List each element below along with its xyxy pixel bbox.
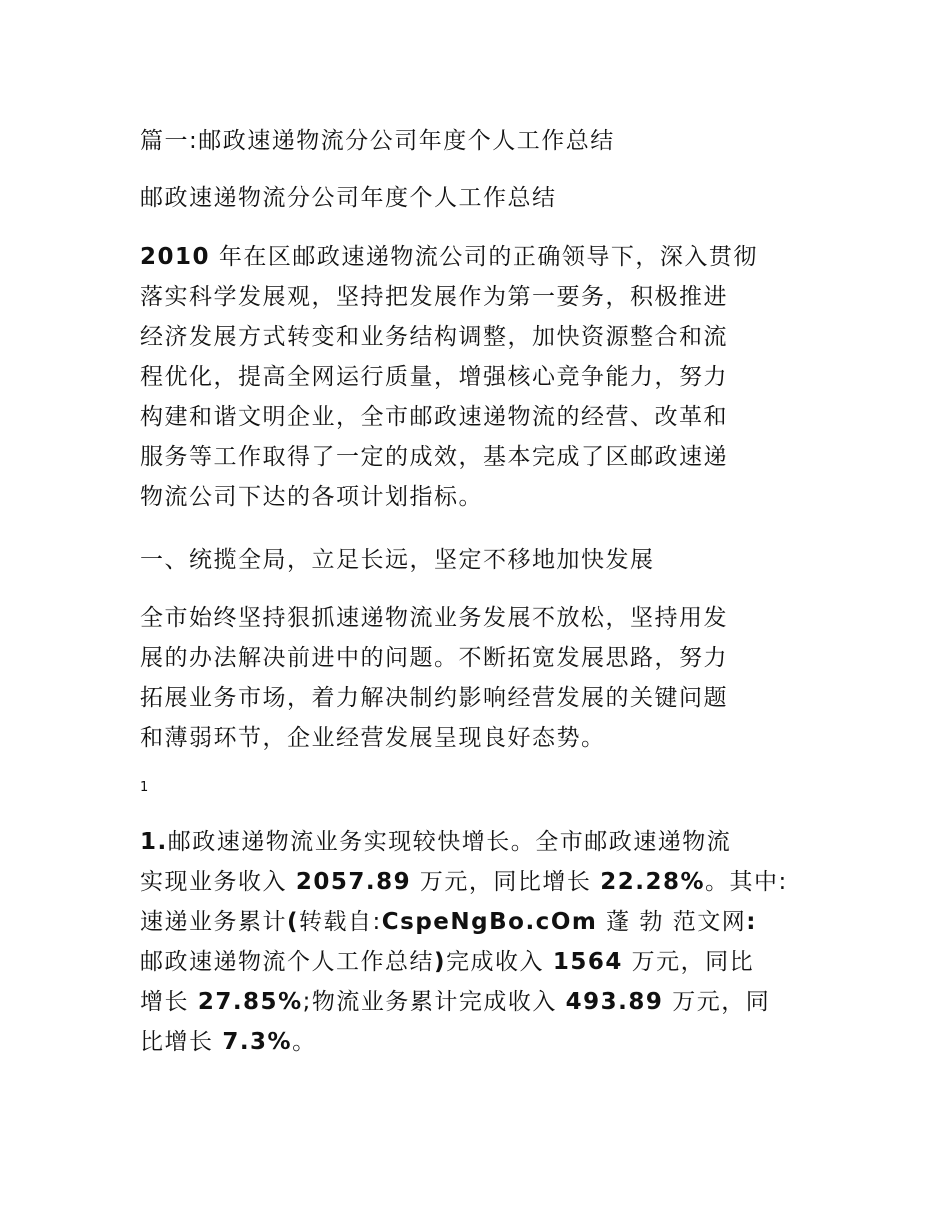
item-number: 1. — [140, 829, 168, 855]
intro-paragraph — [140, 237, 830, 517]
line-text: 速递业务累计 — [140, 909, 287, 935]
line-text: 万元，同比增长 — [411, 869, 601, 895]
paragraph-two — [140, 598, 830, 758]
line-text: 邮政速递物流业务实现较快增长。全市邮政速递物流 — [167, 829, 732, 855]
paragraph-line — [140, 902, 830, 942]
title-text: 邮政速递物流分公司年度个人工作总结 — [140, 185, 557, 211]
express-growth-value: 27.85% — [197, 989, 303, 1015]
section-heading-text: 一、统揽全局，立足长远，坚定不移地加快发展 — [140, 547, 655, 573]
paragraph-line: 构建和谐文明企业，全市邮政速递物流的经营、改革和 — [140, 404, 728, 430]
paragraph-line: 和薄弱环节，企业经营发展呈现良好态势。 — [140, 725, 606, 751]
paragraph-line — [140, 1022, 830, 1062]
paragraph-line: 展的办法解决前进中的问题。不断拓宽发展思路，努力 — [140, 645, 728, 671]
document-title — [140, 178, 830, 218]
paragraph-line: 全市始终坚持狠抓速递物流业务发展不放松，坚持用发 — [140, 605, 728, 631]
paragraph-line: 落实科学发展观，坚持把发展作为第一要务，积极推进 — [140, 284, 728, 310]
paren-open: ( — [287, 909, 300, 935]
line-text: 万元，同比 — [622, 949, 755, 975]
section-heading — [140, 540, 830, 580]
year-number: 2010 — [140, 244, 211, 270]
line-text: ;物流业务累计完成收入 — [302, 989, 566, 1015]
line-text: 转载自: — [299, 909, 382, 935]
growth-value: 22.28% — [600, 869, 705, 895]
source-site: CspeNgBo.cOm — [381, 909, 598, 935]
paren-close: ) — [434, 949, 447, 975]
logistics-revenue-value: 493.89 — [565, 989, 664, 1015]
paragraph-line — [140, 982, 830, 1022]
paragraph-line — [140, 822, 830, 862]
line-text: 增长 — [140, 989, 198, 1015]
line-text: 蓬 勃 范文网 — [597, 909, 747, 935]
logistics-growth-value: 7.3% — [222, 1029, 293, 1055]
paragraph-line — [140, 862, 830, 902]
line-text: 万元，同 — [663, 989, 771, 1015]
document-heading — [140, 121, 830, 161]
line-text: 。 — [292, 1029, 317, 1055]
line-text: 年在区邮政速递物流公司的正确领导下，深入贯彻 — [210, 244, 758, 270]
line-text: 邮政速递物流个人工作总结 — [140, 949, 434, 975]
line-text: 比增长 — [140, 1029, 223, 1055]
paragraph-line — [140, 942, 830, 982]
line-text: 完成收入 — [446, 949, 553, 975]
express-revenue-value: 1564 — [552, 949, 623, 975]
heading-text: 篇一:邮政速递物流分公司年度个人工作总结 — [140, 128, 615, 154]
paragraph-line: 经济发展方式转变和业务结构调整，加快资源整合和流 — [140, 324, 728, 350]
paragraph-line: 程优化，提高全网运行质量，增强核心竞争能力，努力 — [140, 364, 728, 390]
paragraph-line: 物流公司下达的各项计划指标。 — [140, 484, 483, 510]
revenue-value: 2057.89 — [295, 869, 412, 895]
paragraph-three — [140, 822, 830, 1062]
paragraph-line: 服务等工作取得了一定的成效，基本完成了区邮政速递 — [140, 444, 728, 470]
paragraph-line — [140, 237, 830, 277]
paragraph-line: 拓展业务市场，着力解决制约影响经营发展的关键问题 — [140, 685, 728, 711]
line-text: 。其中: — [705, 869, 788, 895]
page-number: 1 — [140, 780, 149, 795]
line-text: 实现业务收入 — [140, 869, 296, 895]
colon-mark: : — [746, 909, 757, 935]
